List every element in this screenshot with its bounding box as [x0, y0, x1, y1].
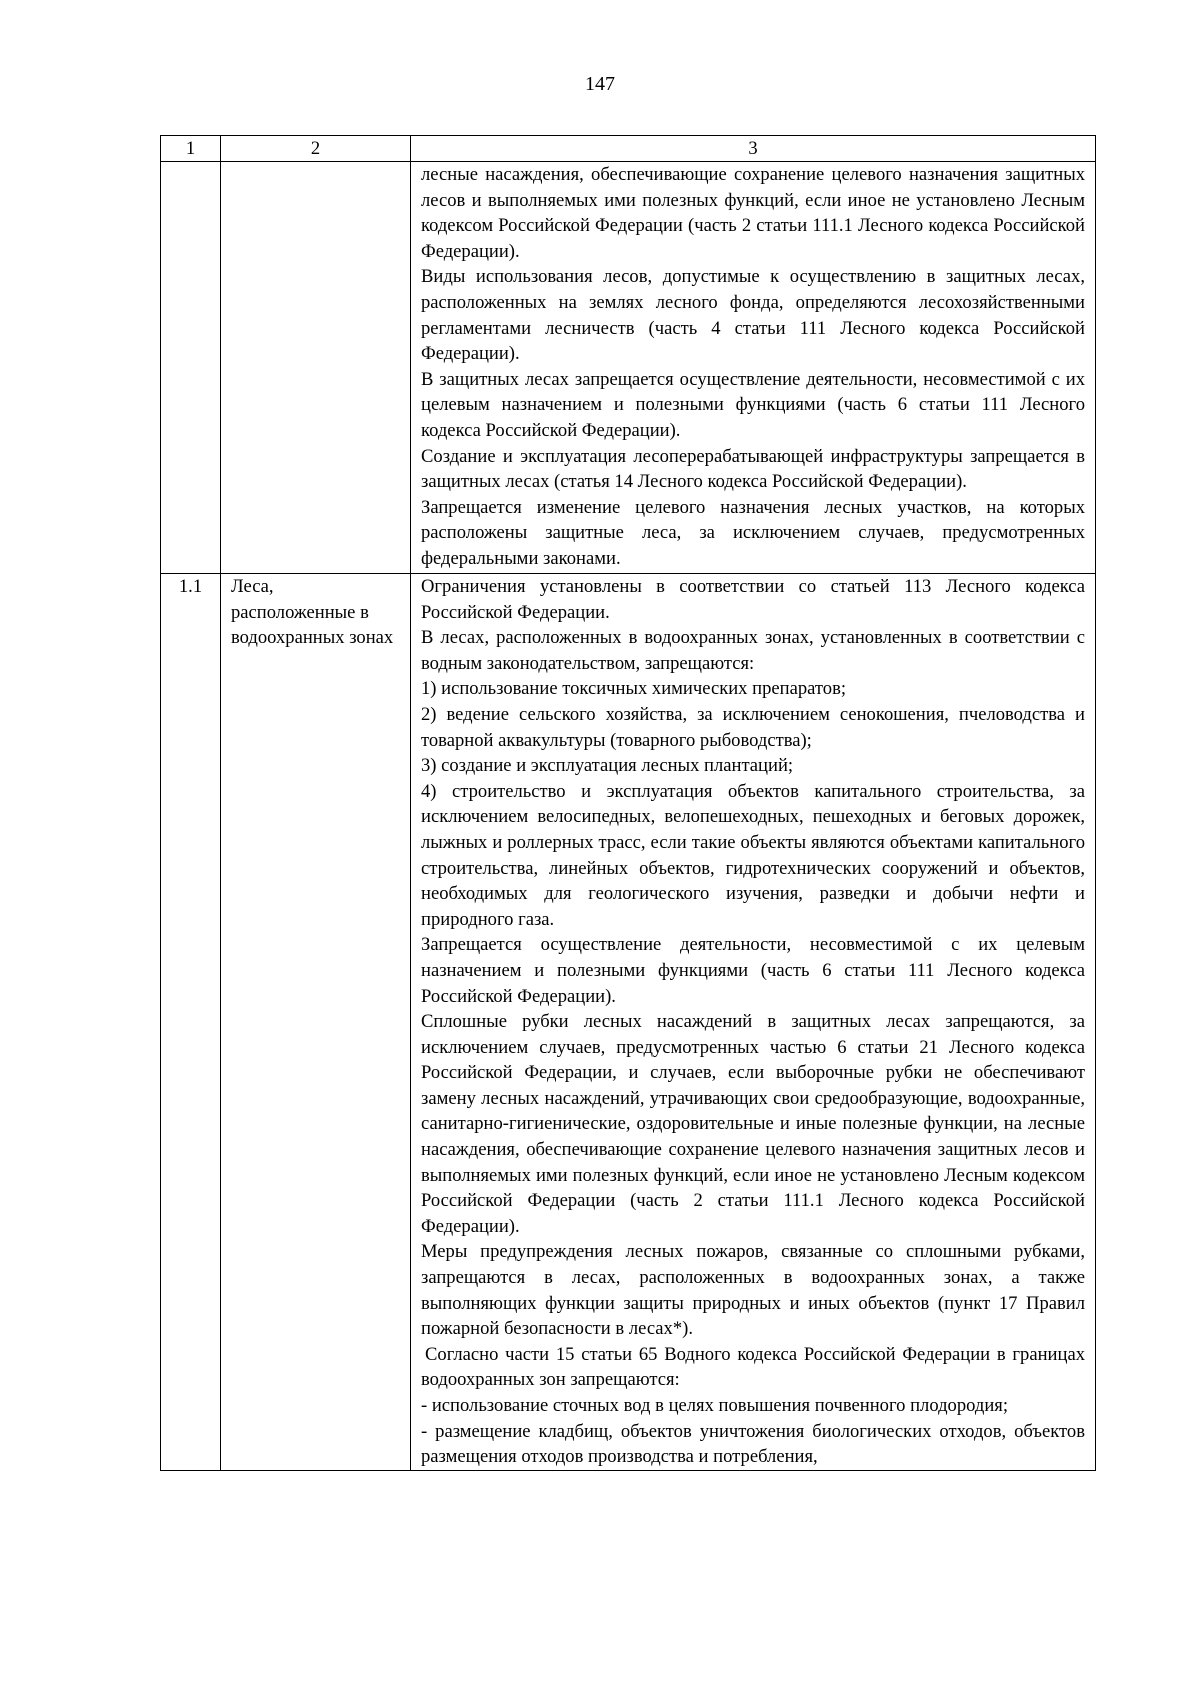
row-text-cell: [411, 574, 1096, 1471]
row-name-cell: [221, 162, 411, 574]
page-number: 147: [585, 73, 615, 95]
paragraph: Сплошные рубки лесных насаждений в защитных лесах запрещаются, за исключением случаев, предусмотренных частью 6 статьи 21 Лесного кодекса Российской Федерации, и случаев, если выборочные рубки не обеспечивают замену лесных насаждений, утрачивающих свои средообразующие, водоохранные, санитарно-гигиенические, оздоровительные и иные полезные функции, на лесные насаждения, обеспечивающие сохранение целевого назначения защитных лесов и выполняемых ими полезных функций, если иное не установлено Лесным кодексом Российской Федерации (часть 2 статьи 111.1 Лесного кодекса Российской Федерации).: [421, 1011, 1085, 1237]
row-number-cell: 1.1: [161, 574, 221, 1471]
paragraph: Ограничения установлены в соответствии со статьей 113 Лесного кодекса Российской Федерации.: [421, 576, 1085, 623]
paragraph: 1) использование токсичных химических препаратов;: [421, 678, 847, 700]
paragraph: 3) создание и эксплуатация лесных плантаций;: [421, 755, 794, 777]
paragraph: Создание и эксплуатация лесоперерабатывающей инфраструктуры запрещается в защитных лесах (статья 14 Лесного кодекса Российской Федерации).: [421, 445, 1085, 493]
paragraph: Виды использования лесов, допустимые к осуществлению в защитных лесах, расположенных на землях лесного фонда, определяются лесохозяйственными регламентами лесничеств (часть 4 статьи 111 Лесного кодекса Российской Федерации).: [421, 266, 1085, 365]
paragraph: - размещение кладбищ, объектов уничтожения биологических отходов, объектов размещения отходов производства и потребления,: [421, 1420, 1085, 1468]
table-header-row: [161, 136, 1096, 162]
row-text-cell: [411, 162, 1096, 574]
paragraph: Согласно части 15 статьи 65 Водного кодекса Российской Федерации в границах водоохранных зон запрещаются:: [421, 1343, 1085, 1391]
paragraph: В защитных лесах запрещается осуществление деятельности, несовместимой с их целевым назначением и полезными функциями (часть 6 статьи 111 Лесного кодекса Российской Федерации).: [421, 368, 1085, 441]
paragraph: Меры предупреждения лесных пожаров, связанные со сплошными рубками, запрещаются в лесах, расположенных в водоохранных зонах, а также выполняющих функции защиты природных и иных объектов (пункт 17 Правил пожарной безопасности в лесах*).: [421, 1241, 1085, 1340]
header-cell-3: 3: [411, 136, 1096, 162]
paragraph: Запрещается осуществление деятельности, несовместимой с их целевым назначением и полезными функциями (часть 6 статьи 111 Лесного кодекса Российской Федерации).: [421, 934, 1085, 1007]
paragraph: Запрещается изменение целевого назначения лесных участков, на которых расположены защитные леса, за исключением случаев, предусмотренных федеральными законами.: [421, 496, 1085, 569]
regulation-table: [160, 135, 1096, 1471]
row-number-cell: [161, 162, 221, 574]
table-row: [161, 162, 1096, 574]
row-name-cell: Леса, расположенные в водоохранных зонах: [221, 574, 411, 1471]
paragraph: 2) ведение сельского хозяйства, за исключением сенокошения, пчеловодства и товарной аквакультуры (товарного рыбоводства);: [421, 703, 1085, 751]
paragraph: лесные насаждения, обеспечивающие сохранение целевого назначения защитных лесов и выполняемых ими полезных функций, если иное не установлено Лесным кодексом Российской Федерации (часть 2 статьи 111.1 Лесного кодекса Российской Федерации).: [421, 164, 1085, 262]
paragraph: 4) строительство и эксплуатация объектов капитального строительства, за исключением велосипедных, велопешеходных, пешеходных и беговых дорожек, лыжных и роллерных трасс, если такие объекты являются объектами капитального строительства, линейных объектов, гидротехнических сооружений и объектов, необходимых для геологического изучения, разведки и добычи нефти и природного газа.: [421, 780, 1085, 930]
paragraph: В лесах, расположенных в водоохранных зонах, установленных в соответствии с водным законодательством, запрещаются:: [421, 627, 1085, 674]
paragraph: - использование сточных вод в целях повышения почвенного плодородия;: [421, 1395, 1009, 1416]
table-row: [161, 574, 1096, 1471]
header-cell-2: 2: [221, 136, 411, 162]
header-cell-1: 1: [161, 136, 221, 162]
